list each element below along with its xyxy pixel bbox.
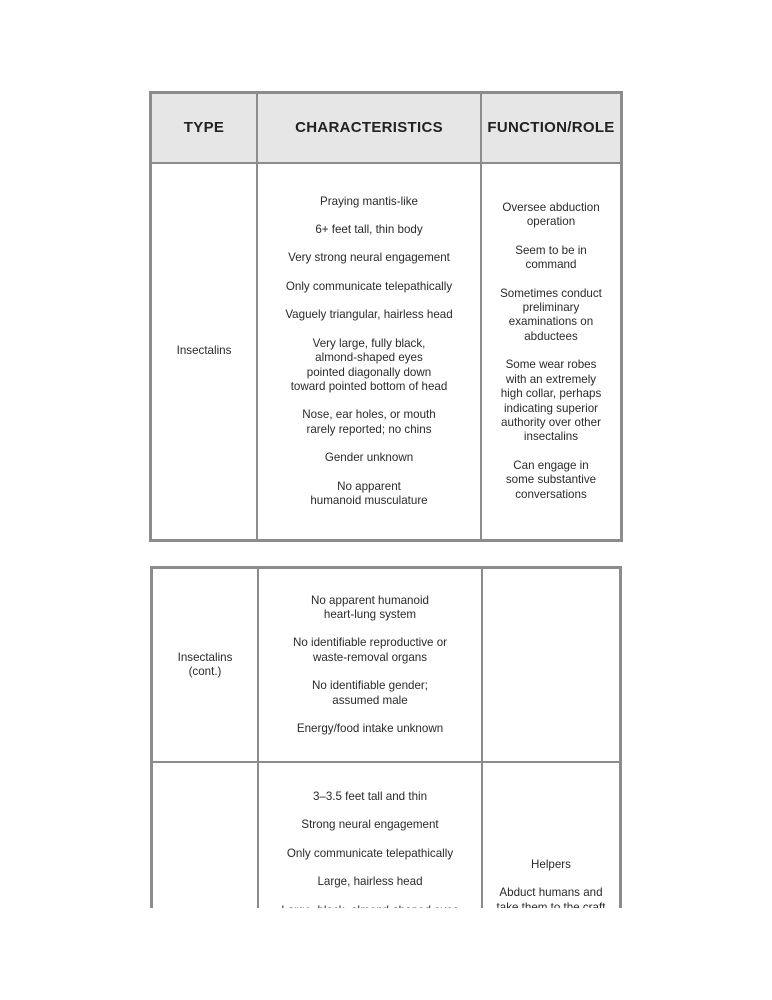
function-item-cut-off: Abduct humans and [499,886,603,900]
header-function-role: FUNCTION/ROLE [487,118,615,136]
characteristic-item: Nose, ear holes, or mouth rarely reported; no chins [302,408,436,436]
function-item: Helpers [531,858,571,871]
characteristic-item: No identifiable reproductive or waste-removal organs [292,636,448,664]
page-crop-edge [0,908,772,1000]
function-cell [483,763,619,908]
function-cell-empty [483,569,619,761]
function-item: Oversee abduction operation [502,201,600,229]
table-row-insectalins [152,164,620,539]
characteristics-cell [259,763,483,908]
header-type: TYPE [152,94,258,162]
traits-table-page-bottom [150,566,622,908]
characteristics-cell [258,164,482,539]
type-cell [153,763,259,908]
function-item: Some wear robes with an extremely high collar, perhaps indicating superior authority over other insectalins [500,358,602,444]
characteristic-item: 3–3.5 feet tall and thin [312,790,428,803]
characteristics-cell [259,569,483,761]
characteristic-item: Gender unknown [324,451,414,465]
characteristic-item: No identifiable gender; assumed male [311,679,429,707]
table-row-insectalins-cont [153,569,619,763]
traits-table-page-top [149,91,623,542]
type-label: Insectalins (cont.) [177,650,233,678]
characteristic-item: Very strong neural engagement [288,251,450,265]
function-item: Sometimes conduct preliminary examinations on abductees [500,286,602,343]
table-row-next-type [153,763,619,908]
characteristic-item: Large, hairless head [317,875,423,889]
characteristic-item: Strong neural engagement [301,818,439,832]
characteristic-item: 6+ feet tall, thin body [315,223,423,237]
characteristic-item: Vaguely triangular, hairless head [285,308,453,322]
characteristic-item: No apparent humanoid musculature [310,479,428,507]
type-label: Insectalins [176,344,232,358]
characteristic-item: Very large, fully black, almond-shaped eyes pointed diagonally down toward pointed bottom of head [290,336,448,393]
characteristic-item: Energy/food intake unknown [296,722,444,736]
header-characteristics: CHARACTERISTICS [258,94,482,162]
type-cell [152,164,258,539]
function-item: Seem to be in command [515,243,587,272]
characteristic-item: Only communicate telepathically [286,846,454,860]
function-cell [482,164,620,539]
characteristic-item: Only communicate telepathically [285,279,453,293]
function-item: Can engage in some substantive conversations [505,458,597,501]
type-cell [153,569,259,761]
characteristic-item: Praying mantis-like [320,194,418,208]
characteristic-item: No apparent humanoid heart-lung system [311,593,429,621]
table-header-row [152,94,620,164]
